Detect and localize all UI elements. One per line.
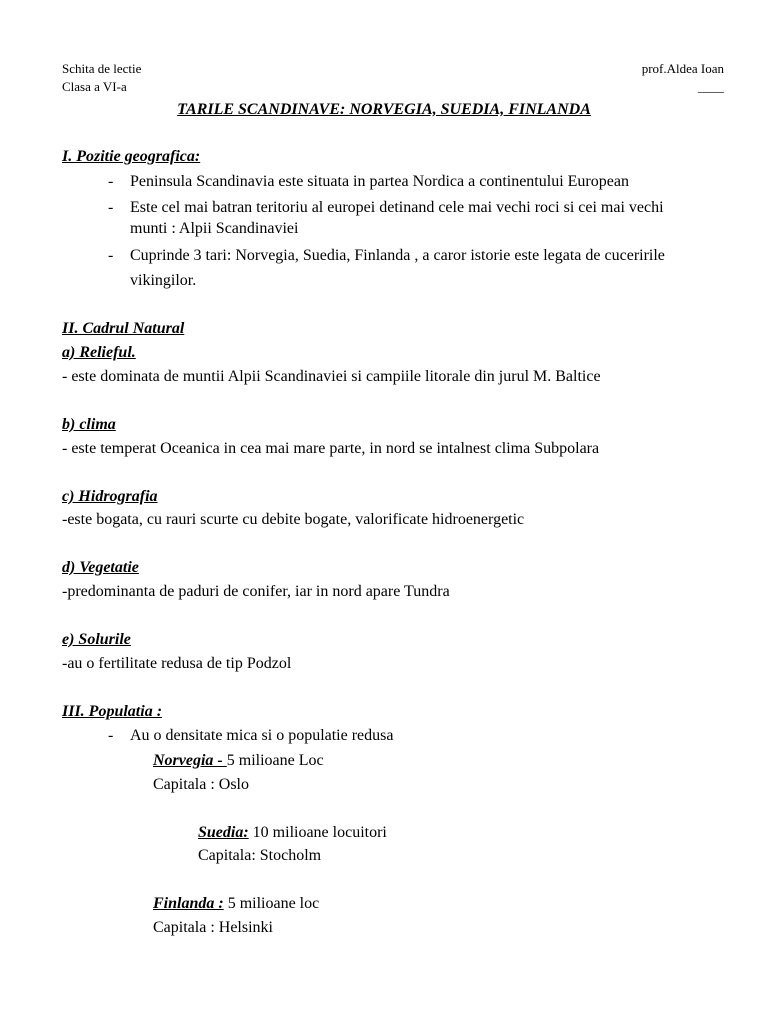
- finlanda-label: Finlanda :: [153, 895, 224, 912]
- finlanda-capital: Capitala : Helsinki: [153, 919, 273, 936]
- hidrografia-heading: c) Hidrografia: [62, 488, 158, 505]
- header-class: Clasa a VI-a: [62, 79, 127, 94]
- section3-heading: III. Populatia :: [62, 703, 163, 720]
- solurile-heading: e) Solurile: [62, 631, 131, 648]
- finlanda-line: [153, 895, 319, 913]
- header-rule: ____: [698, 79, 724, 94]
- section1-bullet-marker: -: [108, 247, 114, 264]
- header-lesson-type: Schita de lectie: [62, 61, 142, 76]
- section2-heading: II. Cadrul Natural: [62, 320, 185, 337]
- finlanda-population: 5 milioane loc: [223, 895, 320, 912]
- clima-text: - este temperat Oceanica in cea mai mare parte, in nord se intalnest clima Subpolara: [62, 440, 600, 457]
- suedia-line: [198, 824, 387, 842]
- section1-bullet-2-cont: munti : Alpii Scandinaviei: [130, 220, 299, 237]
- section1-bullet-3: Cuprinde 3 tari: Norvegia, Suedia, Finlanda , a caror istorie este legata de cuceririle: [130, 247, 665, 264]
- header-teacher: prof.Aldea Ioan: [641, 61, 724, 76]
- hidrografia-text: -este bogata, cu rauri scurte cu debite bogate, valorificate hidroenergetic: [62, 511, 525, 528]
- suedia-population: 10 milioane locuitori: [248, 824, 387, 841]
- relief-text: - este dominata de muntii Alpii Scandinaviei si campiile litorale din jurul M. Baltice: [62, 368, 601, 385]
- suedia-capital: Capitala: Stocholm: [198, 847, 322, 864]
- clima-heading: b) clima: [62, 416, 116, 433]
- section1-bullet-marker: -: [108, 173, 114, 190]
- section1-bullet-3-cont: vikingilor.: [130, 272, 197, 289]
- suedia-label: Suedia:: [198, 824, 249, 841]
- relief-heading: a) Relieful.: [62, 344, 136, 361]
- vegetatie-text: -predominanta de paduri de conifer, iar in nord apare Tundra: [62, 583, 450, 600]
- norvegia-line: [153, 752, 324, 770]
- section1-bullet-marker: -: [108, 199, 114, 216]
- solurile-text: -au o fertilitate redusa de tip Podzol: [62, 655, 292, 672]
- norvegia-population: 5 milioane Loc: [226, 752, 324, 769]
- section3-bullet: Au o densitate mica si o populatie redusa: [130, 727, 394, 744]
- section1-bullet-1: Peninsula Scandinavia este situata in partea Nordica a continentului European: [130, 173, 629, 190]
- norvegia-label: Norvegia -: [153, 752, 227, 769]
- norvegia-capital: Capitala : Oslo: [153, 776, 249, 793]
- section1-heading: I. Pozitie geografica:: [62, 148, 201, 165]
- vegetatie-heading: d) Vegetatie: [62, 559, 139, 576]
- section3-bullet-marker: -: [108, 727, 114, 744]
- section1-bullet-2: Este cel mai batran teritoriu al europei detinand cele mai vechi roci si cei mai vechi: [130, 199, 664, 216]
- page-title: TARILE SCANDINAVE: NORVEGIA, SUEDIA, FINLANDA: [177, 101, 591, 118]
